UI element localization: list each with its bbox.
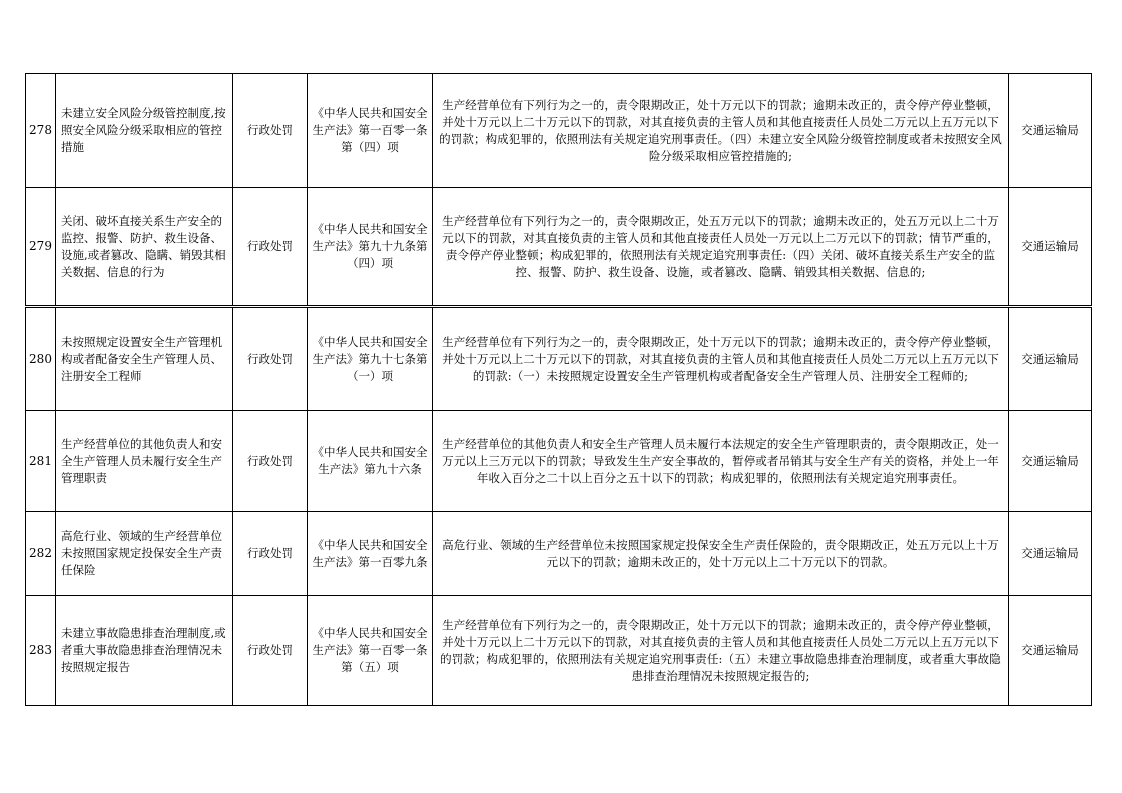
legal-basis: 《中华人民共和国安全生产法》第一百零一条第（五）项 [308, 596, 433, 706]
table-row [26, 188, 1092, 307]
table-row [26, 411, 1092, 512]
violation-item: 未建立安全风险分级管控制度,按照安全风险分级采取相应的管控措施 [56, 74, 233, 188]
violation-item: 未按照规定设置安全生产管理机构或者配备安全生产管理人员、注册安全工程师 [56, 307, 233, 411]
table-row [26, 596, 1092, 706]
legal-basis: 《中华人民共和国安全生产法》第九十七条第（一）项 [308, 307, 433, 411]
penalty-content: 生产经营单位有下列行为之一的，责令限期改正，处十万元以下的罚款；逾期未改正的，责令停产停业整顿，并处十万元以上二十万元以下的罚款，对其直接负责的主管人员和其他直接责任人员处二万元以上五万元以下的罚款；构成犯罪的，依照刑法有关规定追究刑事责任:（五）未建立事故隐患排查治理制度，或者重大事故隐患排查治理情况未按照规定报告的; [433, 596, 1009, 706]
penalty-content: 生产经营单位有下列行为之一的，责令限期改正，处十万元以下的罚款；逾期未改正的，责令停产停业整顿，并处十万元以上二十万元以下的罚款，对其直接负责的主管人员和其他直接责任人员处二万元以上五万元以下的罚款；构成犯罪的，依照刑法有关规定追究刑事责任。（四）未建立安全风险分级管控制度或者未按照安全风险分级采取相应管控措施的; [433, 74, 1009, 188]
action-type: 行政处罚 [233, 411, 308, 512]
legal-basis: 《中华人民共和国安全生产法》第九十九条第（四）项 [308, 188, 433, 307]
action-type: 行政处罚 [233, 188, 308, 307]
row-number: 281 [26, 411, 56, 512]
responsible-department: 交通运输局 [1009, 512, 1092, 596]
responsible-department: 交通运输局 [1009, 188, 1092, 307]
regulation-table-body [26, 74, 1092, 706]
legal-basis: 《中华人民共和国安全生产法》第一百零九条 [308, 512, 433, 596]
penalty-content: 生产经营单位有下列行为之一的，责令限期改正，处五万元以下的罚款；逾期未改正的，处五万元以上二十万元以下的罚款，对其直接负责的主管人员和其他直接责任人员处一万元以上二万元以下的罚款；情节严重的，责令停产停业整顿；构成犯罪的，依照刑法有关规定追究刑事责任:（四）关闭、破坏直接关系生产安全的监控、报警、防护、救生设备、设施，或者篡改、隐瞒、销毁其相关数据、信息的; [433, 188, 1009, 307]
legal-basis: 《中华人民共和国安全生产法》第九十六条 [308, 411, 433, 512]
responsible-department: 交通运输局 [1009, 411, 1092, 512]
penalty-content: 生产经营单位的其他负责人和安全生产管理人员未履行本法规定的安全生产管理职责的，责令限期改正，处一万元以上三万元以下的罚款；导致发生生产安全事故的，暂停或者吊销其与安全生产有关的资格，并处上一年年收入百分之二十以上百分之五十以下的罚款；构成犯罪的，依照刑法有关规定追究刑事责任。 [433, 411, 1009, 512]
row-number: 282 [26, 512, 56, 596]
action-type: 行政处罚 [233, 596, 308, 706]
row-number: 279 [26, 188, 56, 307]
table-row [26, 307, 1092, 411]
table-row [26, 512, 1092, 596]
table-row [26, 74, 1092, 188]
row-number: 283 [26, 596, 56, 706]
violation-item: 关闭、破坏直接关系生产安全的监控、报警、防护、救生设备、设施,或者篡改、隐瞒、销毁其相关数据、信息的行为 [56, 188, 233, 307]
violation-item: 高危行业、领域的生产经营单位未按照国家规定投保安全生产责任保险 [56, 512, 233, 596]
violation-item: 生产经营单位的其他负责人和安全生产管理人员未履行安全生产管理职责 [56, 411, 233, 512]
violation-item: 未建立事故隐患排查治理制度,或者重大事故隐患排查治理情况未按照规定报告 [56, 596, 233, 706]
action-type: 行政处罚 [233, 74, 308, 188]
row-number: 280 [26, 307, 56, 411]
penalty-content: 生产经营单位有下列行为之一的，责令限期改正，处十万元以下的罚款；逾期未改正的，责令停产停业整顿，并处十万元以上二十万元以下的罚款，对其直接负责的主管人员和其他直接责任人员处二万元以上五万元以下的罚款:（一）未按照规定设置安全生产管理机构或者配备安全生产管理人员、注册安全工程师的; [433, 307, 1009, 411]
action-type: 行政处罚 [233, 307, 308, 411]
regulation-table [25, 73, 1092, 706]
row-number: 278 [26, 74, 56, 188]
responsible-department: 交通运输局 [1009, 596, 1092, 706]
legal-basis: 《中华人民共和国安全生产法》第一百零一条第（四）项 [308, 74, 433, 188]
responsible-department: 交通运输局 [1009, 74, 1092, 188]
responsible-department: 交通运输局 [1009, 307, 1092, 411]
penalty-content: 高危行业、领域的生产经营单位未按照国家规定投保安全生产责任保险的，责令限期改正，处五万元以上十万元以下的罚款；逾期未改正的，处十万元以上二十万元以下的罚款。 [433, 512, 1009, 596]
action-type: 行政处罚 [233, 512, 308, 596]
